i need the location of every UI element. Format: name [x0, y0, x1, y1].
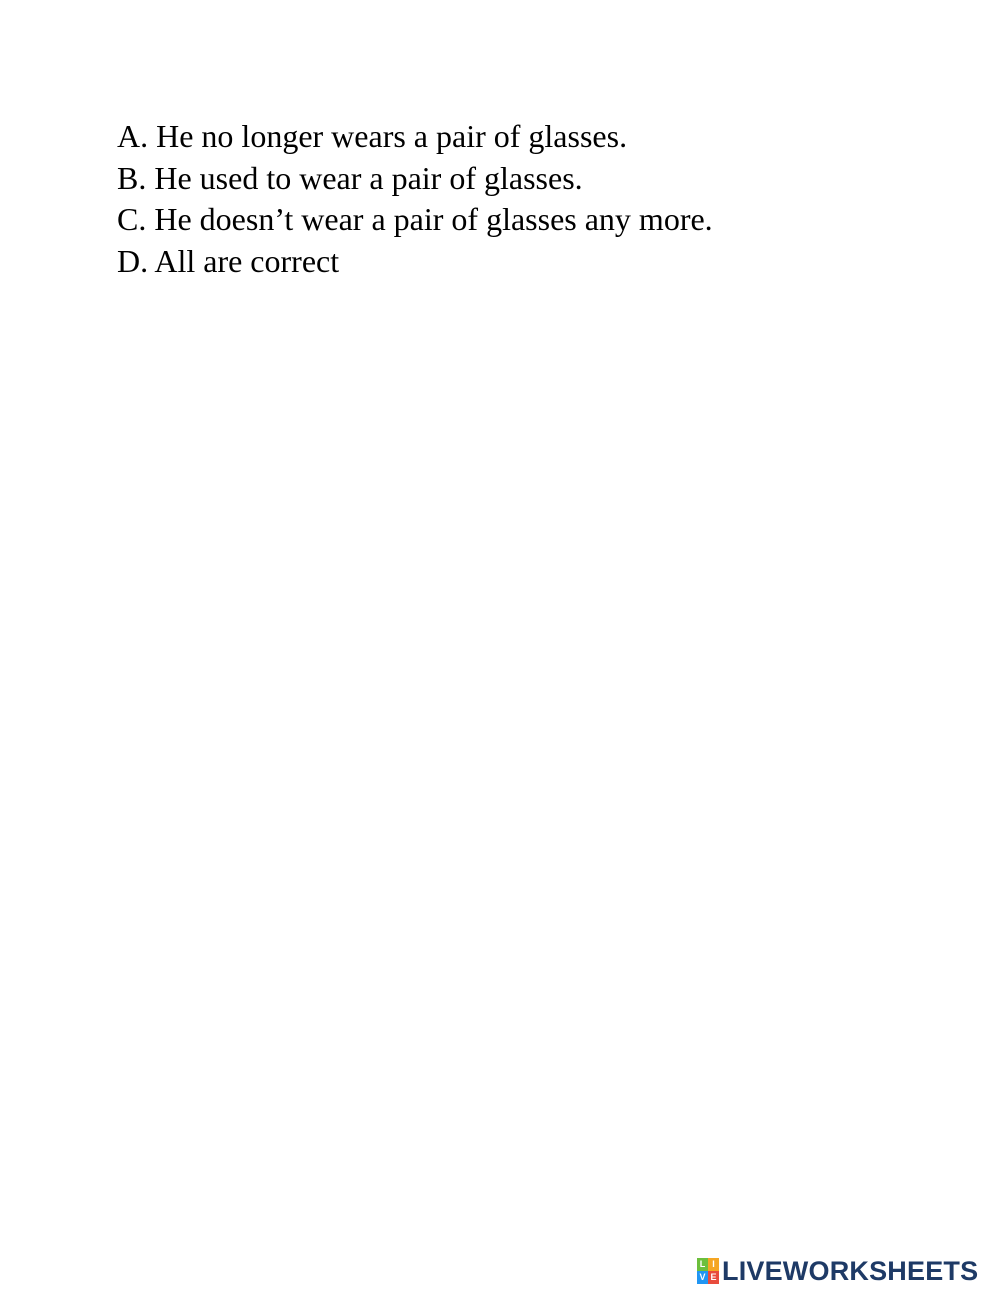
- logo-wordmark: LIVEWORKSHEETS: [722, 1255, 979, 1286]
- option-a: A. He no longer wears a pair of glasses.: [117, 118, 628, 154]
- option-b: B. He used to wear a pair of glasses.: [117, 159, 583, 196]
- logo-cell-v: V: [697, 1271, 708, 1284]
- liveworksheets-logo: [697, 1255, 978, 1287]
- logo-mark-icon: [697, 1258, 719, 1284]
- answer-options: [117, 116, 713, 282]
- option-d: D. All are correct: [117, 242, 340, 279]
- logo-cell-l: L: [697, 1258, 708, 1271]
- logo-cell-e: E: [708, 1271, 719, 1284]
- option-c: C. He doesn’t wear a pair of glasses any more.: [117, 201, 713, 237]
- logo-cell-i: I: [708, 1258, 719, 1271]
